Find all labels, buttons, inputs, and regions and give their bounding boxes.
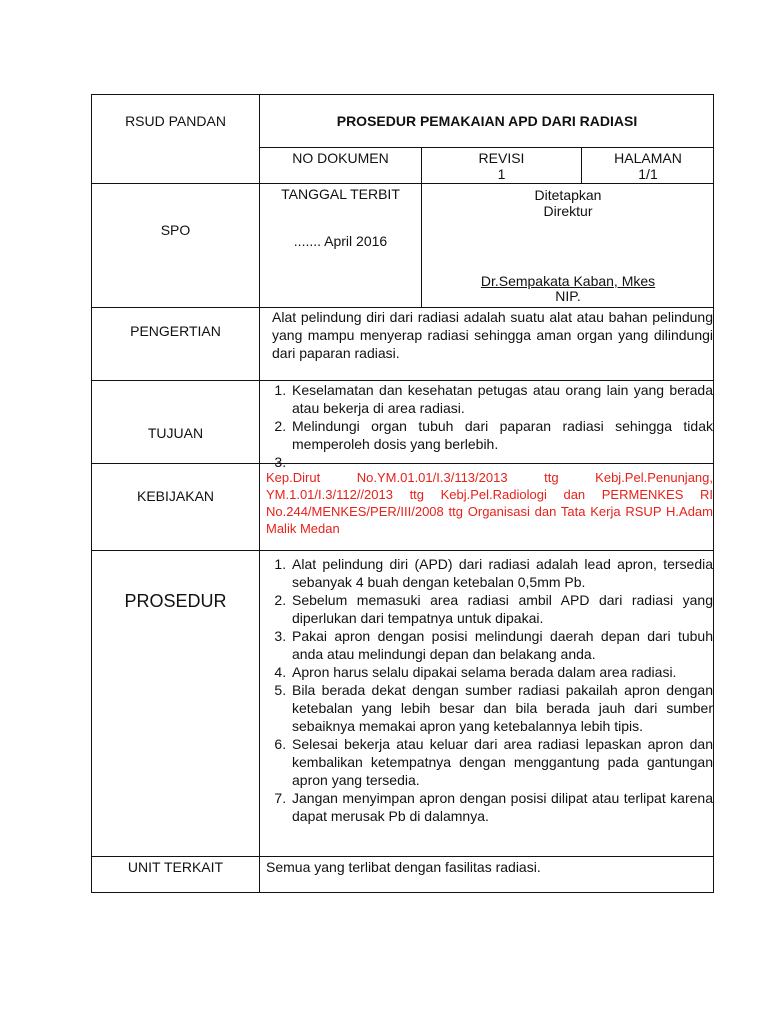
- unit-terkait-label: UNIT TERKAIT: [127, 859, 224, 875]
- revisi-label: REVISI: [478, 150, 525, 166]
- list-item: 1. Keselamatan dan kesehatan petugas atau orang lain yang berada atau bekerja di area radiasi.: [290, 381, 713, 417]
- list-item: 3. Pakai apron dengan posisi melindungi daerah depan dari tubuh anda atau melindungi depan dan belakang anda.: [290, 627, 713, 663]
- page-title: PROSEDUR PEMAKAIAN APD DARI RADIASI: [336, 113, 638, 129]
- list-item: 5. Bila berada dekat dengan sumber radiasi pakailah apron dengan ketebalan yang lebih besar dan bila berada jauh dari sumber sebaiknya memakai apron yang ketebalannya lebih tipis.: [290, 681, 713, 735]
- left-column-divider: [259, 95, 260, 893]
- list-item: 7. Jangan menyimpan apron dengan posisi dilipat atau terlipat karena dapat merusak Pb di dalamnya.: [290, 789, 713, 825]
- pengertian-label: PENGERTIAN: [130, 323, 221, 339]
- kebijakan-text: Kep.Dirut No.YM.01.01/I.3/113/2013 ttg Kebj.Pel.Penunjang, YM.1.01/I.3/112//2013 ttg Kebj.Pel.Radiologi dan PERMENKES RI No.244/MENKES/PER/III/2008 ttg Organisasi dan Tata Kerja RSUP H.Adam Malik Medan: [266, 470, 713, 536]
- tujuan-label: TUJUAN: [147, 425, 204, 441]
- list-item: 1. Alat pelindung diri (APD) dari radiasi adalah lead apron, tersedia sebanyak 4 buah dengan ketebalan 0,5mm Pb.: [290, 555, 713, 591]
- prosedur-label: PROSEDUR: [124, 591, 227, 611]
- ditetapkan-label: Ditetapkan: [534, 187, 602, 203]
- kebijakan-divider: [92, 550, 714, 551]
- no-dokumen-label: NO DOKUMEN: [292, 150, 389, 166]
- list-item: 4. Apron harus selalu dipakai selama berada dalam area radiasi.: [290, 663, 713, 681]
- list-item: 2. Melindungi organ tubuh dari paparan radiasi sehingga tidak memperoleh dosis yang berlebih.: [290, 417, 713, 453]
- tanggal-terbit-label: TANGGAL TERBIT: [281, 186, 400, 202]
- revisi-value: 1: [497, 166, 506, 182]
- list-item: 6. Selesai bekerja atau keluar dari area radiasi lepaskan apron dan kembalikan ketempatnya dengan menggantung pada gantungan apron yang tersedia.: [290, 735, 713, 789]
- unit-terkait-text: Semua yang terlibat dengan fasilitas radiasi.: [266, 859, 541, 875]
- tujuan-list: [266, 381, 713, 471]
- kebijakan-label: KEBIJAKAN: [136, 488, 215, 504]
- pengertian-text: Alat pelindung diri dari radiasi adalah suatu alat atau bahan pelindung yang mampu menyerap radiasi sehingga aman organ yang dilindungi dari paparan radiasi.: [272, 309, 713, 361]
- direktur-label: Direktur: [543, 203, 593, 219]
- halaman-label: HALAMAN: [614, 150, 682, 166]
- list-item: 2. Sebelum memasuki area radiasi ambil APD dari radiasi yang diperlukan dari tempatnya untuk dipakai.: [290, 591, 713, 627]
- hospital-name: RSUD PANDAN: [125, 113, 226, 129]
- spo-document: [91, 94, 714, 893]
- title-divider: [259, 147, 714, 148]
- tanggal-terbit-value: ....... April 2016: [293, 233, 388, 249]
- signatory-name: Dr.Sempakata Kaban, Mkes: [480, 273, 656, 289]
- nip-label: NIP.: [555, 288, 581, 304]
- prosedur-divider: [92, 856, 714, 857]
- prosedur-list: [266, 555, 713, 825]
- halaman-value: 1/1: [638, 166, 658, 182]
- header-divider: [92, 183, 714, 184]
- spo-label: SPO: [160, 222, 191, 238]
